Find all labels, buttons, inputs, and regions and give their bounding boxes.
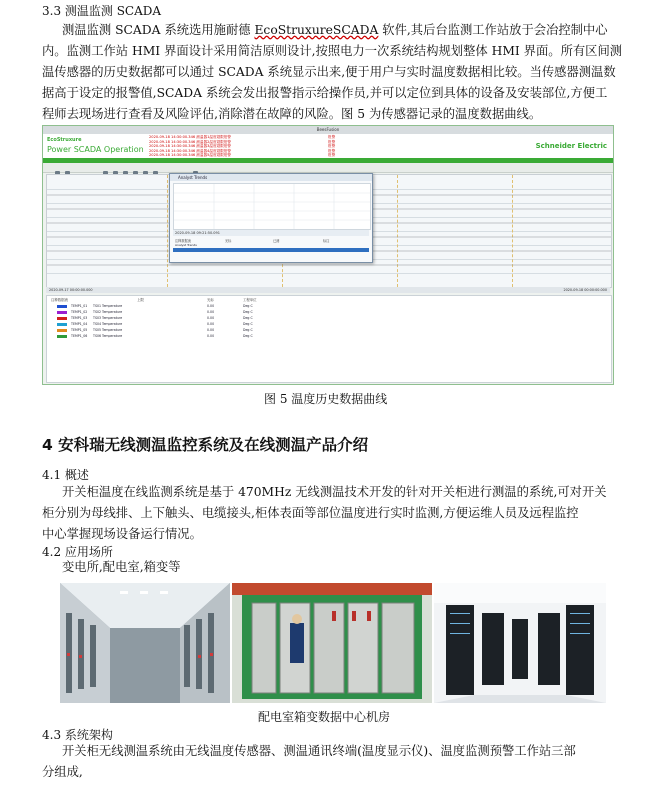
table-cell: Deg C (243, 304, 253, 308)
section-heading-4: 4 安科瑞无线测温监控系统及在线测温产品介绍 (42, 436, 369, 454)
table-cell: Deg C (243, 334, 253, 338)
table-cell: TS05 Temperature (93, 328, 123, 332)
figure-caption: 图 5 温度历史数据曲线 (264, 392, 388, 406)
table-cell: 0.00 (207, 322, 215, 326)
table-row[interactable] (47, 328, 611, 333)
alarm-line: 2020-09-18 14:30:00.346 测温器3温度超限报警 (149, 144, 231, 148)
time-navigator[interactable] (46, 287, 610, 293)
table-cell: Deg C (243, 316, 253, 320)
subheading-4-1: 4.1 概述 (42, 468, 89, 482)
dialog-row-label: Analyst Trends (175, 243, 197, 247)
dialog-col: 已测 (273, 239, 280, 243)
paragraph-line: 内。监测工作站 HMI 界面设计采用简洁原则设计,按照电力一次系统结构规划整体 HMI 界面。所有区间测 (42, 44, 623, 58)
dialog-selected-row[interactable] (173, 248, 369, 252)
photos-caption: 配电室箱变数据中心机房 (258, 710, 391, 724)
paragraph-line: 分组成, (42, 765, 83, 779)
paragraph-line: 柜分别为母线排、上下触头、电缆接头,柜体表面等部位温度进行实时监测,方便运维人员及远程监控 (42, 506, 579, 520)
time-start: 2020-09-17 00:00:00.000 (49, 288, 93, 292)
alarm-tag: 报警 (328, 139, 336, 144)
alarm-tag: 报警 (328, 135, 336, 139)
table-row[interactable] (47, 316, 611, 321)
photo-distribution-room (60, 583, 230, 703)
table-cell: 0.00 (207, 316, 215, 320)
paragraph-line: 温传感器的历史数据都可以通过 SCADA 系统显示出来,便于用户与实时温度数据相比较。当传感器测温数 (42, 65, 616, 79)
dialog-col: 光标 (225, 239, 232, 243)
paragraph-line: 据高于设定的报警值,SCADA 系统会发出报警指示给操作员,并可以定位到具体的设备及安装部位,方便工 (42, 86, 608, 100)
table-cell: TEMP1_05 (71, 328, 88, 332)
table-cell: Deg C (243, 322, 253, 326)
trend-toolbar (43, 163, 613, 173)
table-cell: TEMP1_02 (71, 310, 88, 314)
text-run: 测温监测 SCADA 系统选用施耐德 (62, 23, 255, 37)
table-cell: 0.00 (207, 334, 215, 338)
table-header: 工程单位 (243, 298, 257, 302)
table-cell: TS03 Temperature (93, 316, 123, 320)
paragraph-line: 开关柜无线测温系统由无线温度传感器、测温通讯终端(温度显示仪)、温度监测预警工作站三部 (62, 744, 576, 758)
alarm-line: 2020-09-18 14:30:00.346 测温器2温度超限报警 (149, 139, 231, 144)
scada-banner (43, 134, 613, 158)
scada-screenshot-figure (42, 125, 614, 385)
brand-main: Power SCADA Operation (47, 145, 144, 154)
data-center-image (434, 583, 606, 703)
alarm-tag: 报警 (328, 153, 336, 157)
dialog-timebar[interactable]: 2020-09-18 09:21:50.091 (173, 230, 369, 236)
distribution-room-image (60, 583, 230, 703)
table-header: 光标 (207, 298, 214, 302)
table-cell: Deg C (243, 310, 253, 314)
alarm-line: 2020-09-18 14:30:00.346 测温器1温度超限报警 (149, 135, 231, 139)
paragraph-line: 开关柜温度在线监测系统是基于 470MHz 无线测温技术开发的针对开关柜进行测温的系统,可对开关 (62, 485, 607, 499)
table-row[interactable] (47, 334, 611, 339)
table-row[interactable] (47, 322, 611, 327)
series-color-swatch (57, 329, 67, 332)
brand-top: EcoStruxure (47, 137, 82, 143)
table-row[interactable] (47, 310, 611, 315)
paragraph-line: 中心掌握现场设备运行情况。 (42, 527, 202, 541)
alarm-tag: 报警 (328, 148, 336, 153)
dialog-col: 注释数据流 (175, 239, 191, 243)
dialog-grid (174, 184, 370, 229)
table-cell: 0.00 (207, 304, 215, 308)
schneider-logo: Schneider Electric (535, 142, 607, 150)
paragraph-line: 程师去现场进行查看及风险评估,消除潜在故障的风险。图 5 为传感器记录的温度数据曲线。 (42, 107, 542, 121)
analyst-trends-dialog[interactable] (169, 173, 373, 263)
table-cell: TS01 Temperature (93, 304, 123, 308)
alarm-line: 2020-09-18 14:30:00.346 测温器5温度超限报警 (149, 153, 231, 157)
series-color-swatch (57, 323, 67, 326)
table-cell: TEMP1_03 (71, 316, 88, 320)
application-sites: 变电所,配电室,箱变等 (62, 560, 181, 574)
series-color-swatch (57, 335, 67, 338)
table-cell: TS04 Temperature (93, 322, 123, 326)
table-cell: 0.00 (207, 328, 215, 332)
underlined-term: EcoStruxureSCADA (254, 23, 379, 37)
series-color-swatch (57, 317, 67, 320)
dialog-chart (173, 183, 371, 230)
table-cell: TS06 Temperature (93, 334, 123, 338)
table-header: 上限 (137, 298, 144, 302)
photo-box-substation (232, 583, 432, 703)
table-cell: 0.00 (207, 310, 215, 314)
dialog-col: 标注 (323, 239, 330, 243)
table-cell: TS02 Temperature (93, 310, 123, 314)
alarm-line: 2020-09-18 14:30:00.346 测温器4温度超限报警 (149, 148, 231, 153)
text-run: 软件,其后台监测工作站放于会冶控制中心 (378, 23, 608, 37)
series-color-swatch (57, 311, 67, 314)
time-end: 2020-09-18 00:00:00.000 (563, 288, 607, 292)
photo-data-center (434, 583, 606, 703)
box-substation-image (232, 583, 432, 703)
dialog-row[interactable] (173, 243, 369, 247)
alarm-tag: 报警 (328, 144, 336, 148)
table-header: 注释数据流 (51, 298, 68, 302)
subheading-4-3: 4.3 系统架构 (42, 728, 113, 742)
table-cell: Deg C (243, 328, 253, 332)
subheading-4-2: 4.2 应用场所 (42, 545, 113, 559)
table-row[interactable] (47, 304, 611, 309)
dialog-title: Analyst Trends (170, 174, 372, 181)
section-heading-3-3: 3.3 测温监测 SCADA (42, 4, 162, 18)
paragraph-line (62, 20, 608, 41)
table-cell: TEMP1_01 (71, 304, 88, 308)
table-cell: TEMP1_04 (71, 322, 88, 326)
table-cell: TEMP1_06 (71, 334, 88, 338)
window-titlebar: BeesFusion (43, 126, 613, 134)
trend-legend-table (46, 295, 612, 383)
series-color-swatch (57, 305, 67, 308)
